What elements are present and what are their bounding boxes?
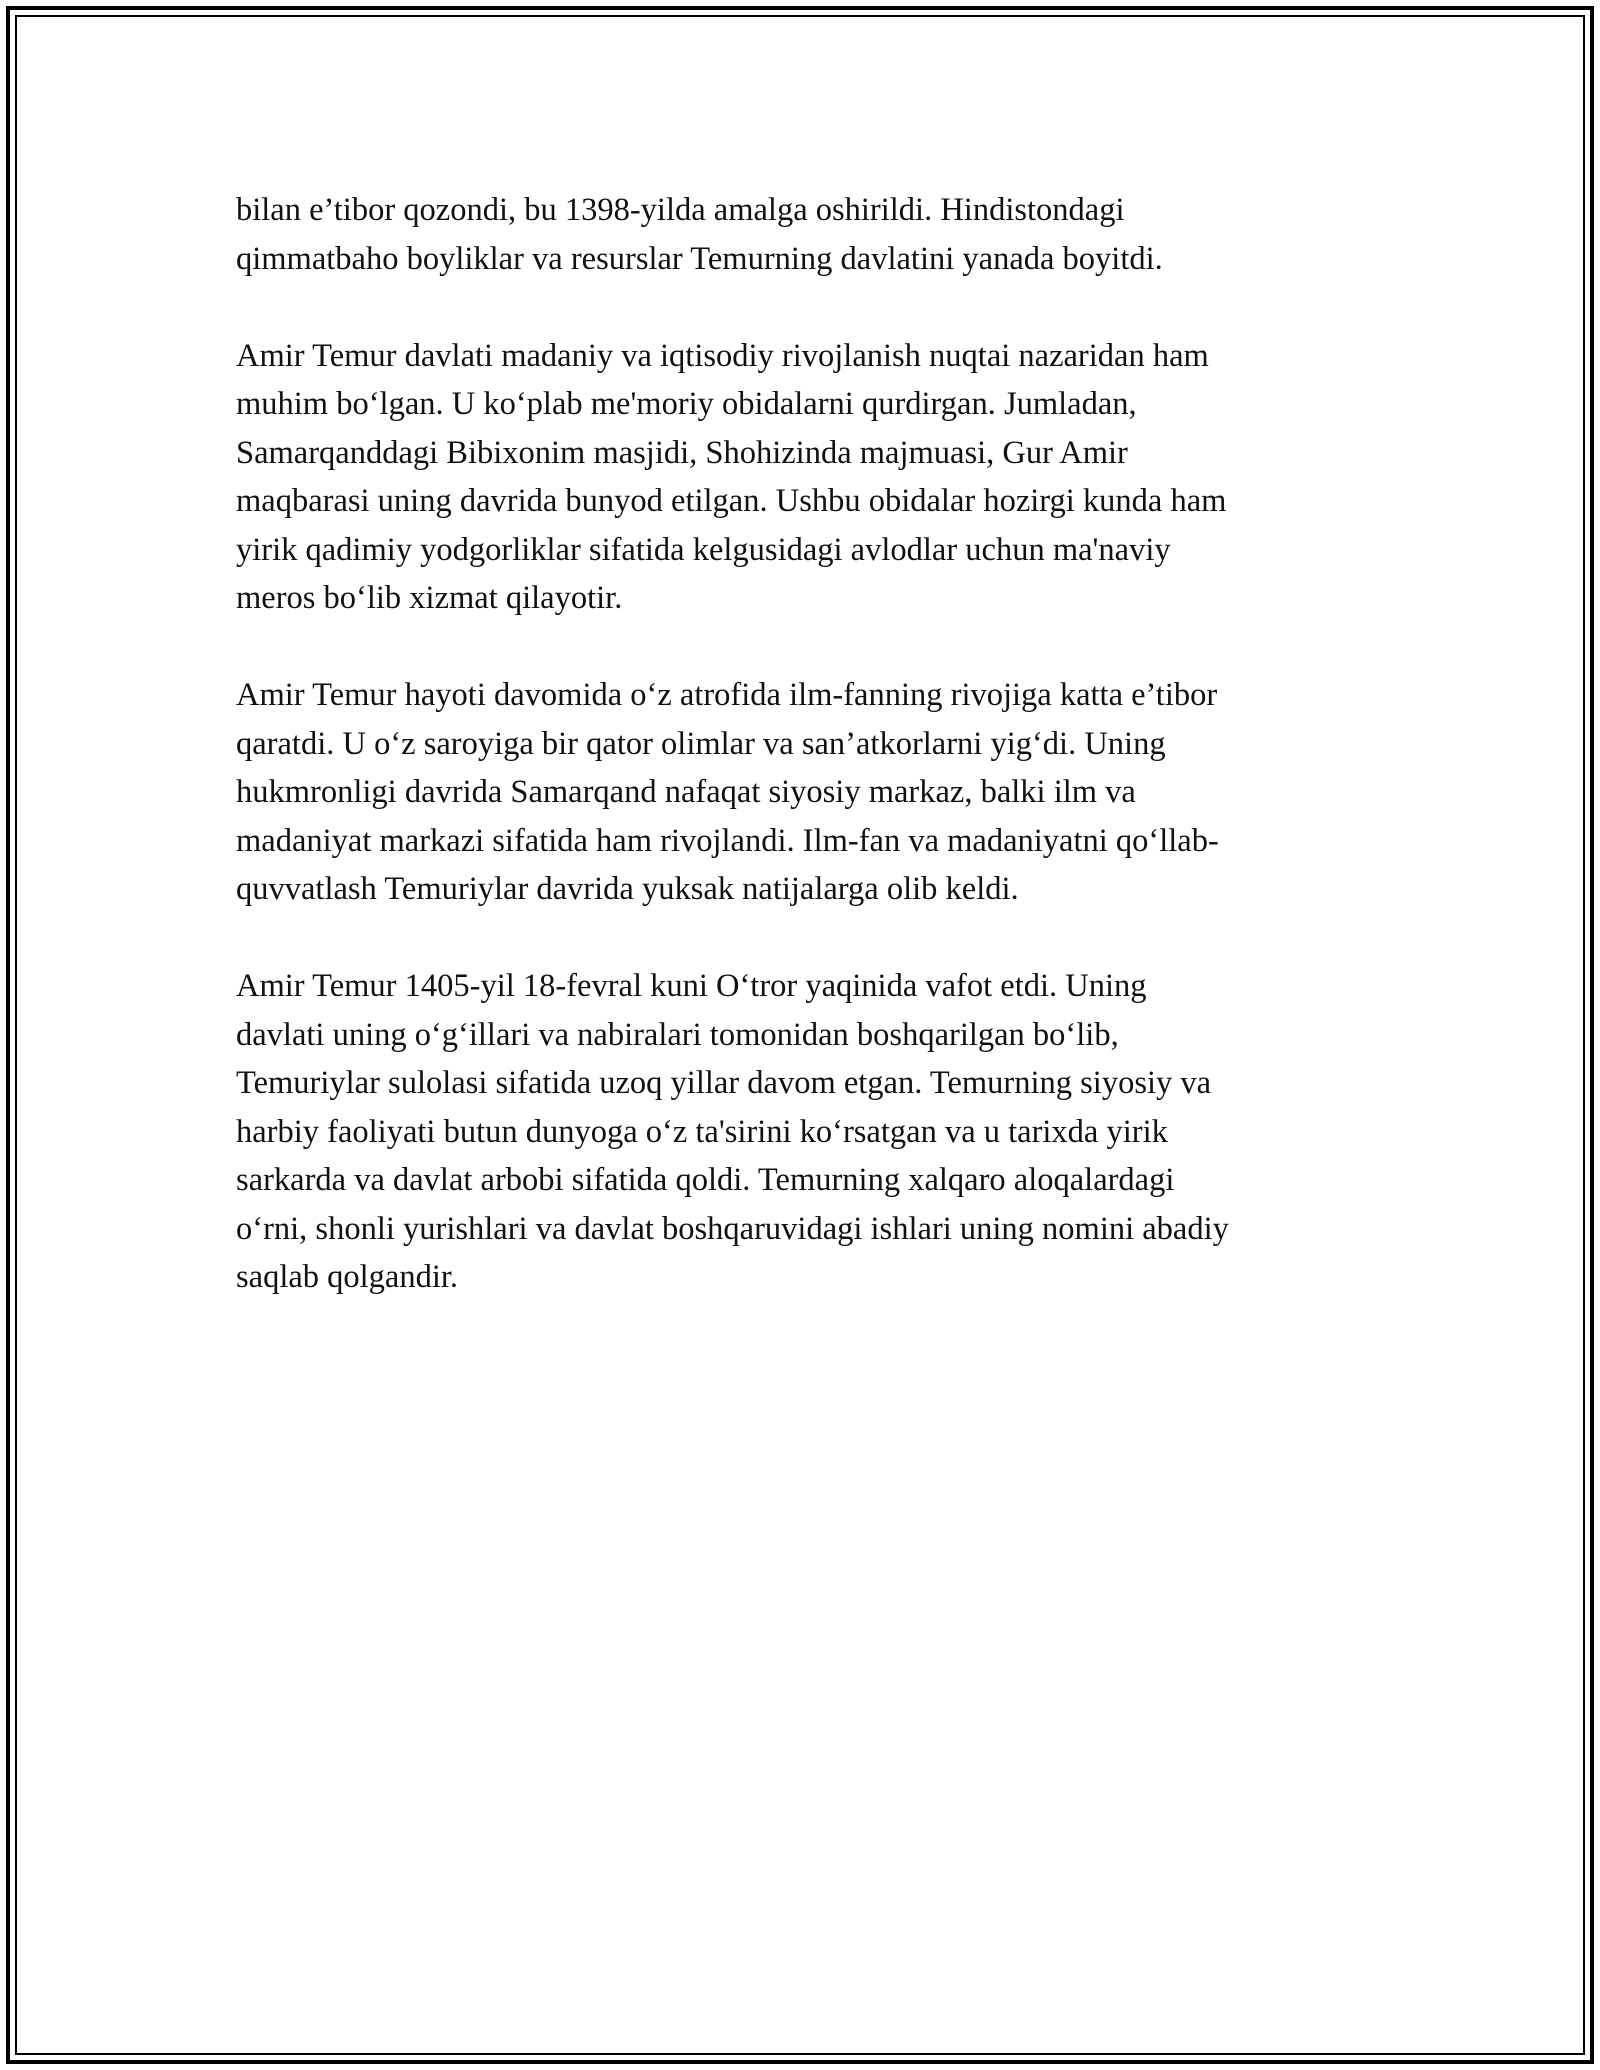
text-line: Samarqanddagi Bibixonim masjidi, Shohizinda majmuasi, Gur Amir (236, 434, 1128, 471)
text-line: muhim bo‘lgan. U ko‘plab me'moriy obidalarni qurdirgan. Jumladan, (236, 386, 1137, 422)
text-line: hukmronligi davrida Samarqand nafaqat siyosiy markaz, balki ilm va (236, 774, 1136, 810)
text-line: harbiy faoliyati butun dunyoga o‘z ta'sirini ko‘rsatgan va u tarixda yirik (236, 1113, 1168, 1150)
text-line: meros bo‘lib xizmat qilayotir. (236, 580, 623, 616)
paragraph-3 (236, 671, 1376, 914)
text-line: madaniyat markazi sifatida ham rivojlandi. Ilm-fan va madaniyatni qo‘llab- (236, 822, 1219, 859)
text-line: Temuriylar sulolasi sifatida uzoq yillar davom etgan. Temurning siyosiy va (236, 1065, 1212, 1101)
text-line: Amir Temur davlati madaniy va iqtisodiy rivojlanish nuqtai nazaridan ham (236, 337, 1209, 374)
paragraph-2 (236, 332, 1376, 623)
text-line: davlati uning o‘g‘illari va nabiralari tomonidan boshqarilgan bo‘lib, (236, 1016, 1119, 1053)
text-line: qaratdi. U o‘z saroyiga bir qator olimlar va san’atkorlarni yig‘di. Uning (236, 725, 1166, 762)
document-body (236, 186, 1376, 1302)
text-line: yirik qadimiy yodgorliklar sifatida kelgusidagi avlodlar uchun ma'naviy (236, 531, 1171, 568)
paragraph-4 (236, 962, 1376, 1302)
text-line: bilan e’tibor qozondi, bu 1398-yilda amalga oshirildi. Hindistondagi (236, 192, 1125, 228)
text-line: qimmatbaho boyliklar va resurslar Temurning davlatini yanada boyitdi. (236, 240, 1163, 277)
text-line: quvvatlash Temuriylar davrida yuksak natijalarga olib keldi. (236, 871, 1019, 907)
text-line: maqbarasi uning davrida bunyod etilgan. Ushbu obidalar hozirgi kunda ham (236, 483, 1227, 519)
paragraph-1 (236, 186, 1376, 283)
text-line: Amir Temur hayoti davomida o‘z atrofida ilm-fanning rivojiga katta e’tibor (236, 677, 1218, 713)
text-line: saqlab qolgandir. (236, 1259, 459, 1295)
text-line: o‘rni, shonli yurishlari va davlat boshqaruvidagi ishlari uning nomini abadiy (236, 1210, 1229, 1247)
text-line: Amir Temur 1405-yil 18-fevral kuni O‘tror yaqinida vafot etdi. Uning (236, 968, 1147, 1004)
text-line: sarkarda va davlat arbobi sifatida qoldi. Temurning xalqaro aloqalardagi (236, 1162, 1175, 1198)
